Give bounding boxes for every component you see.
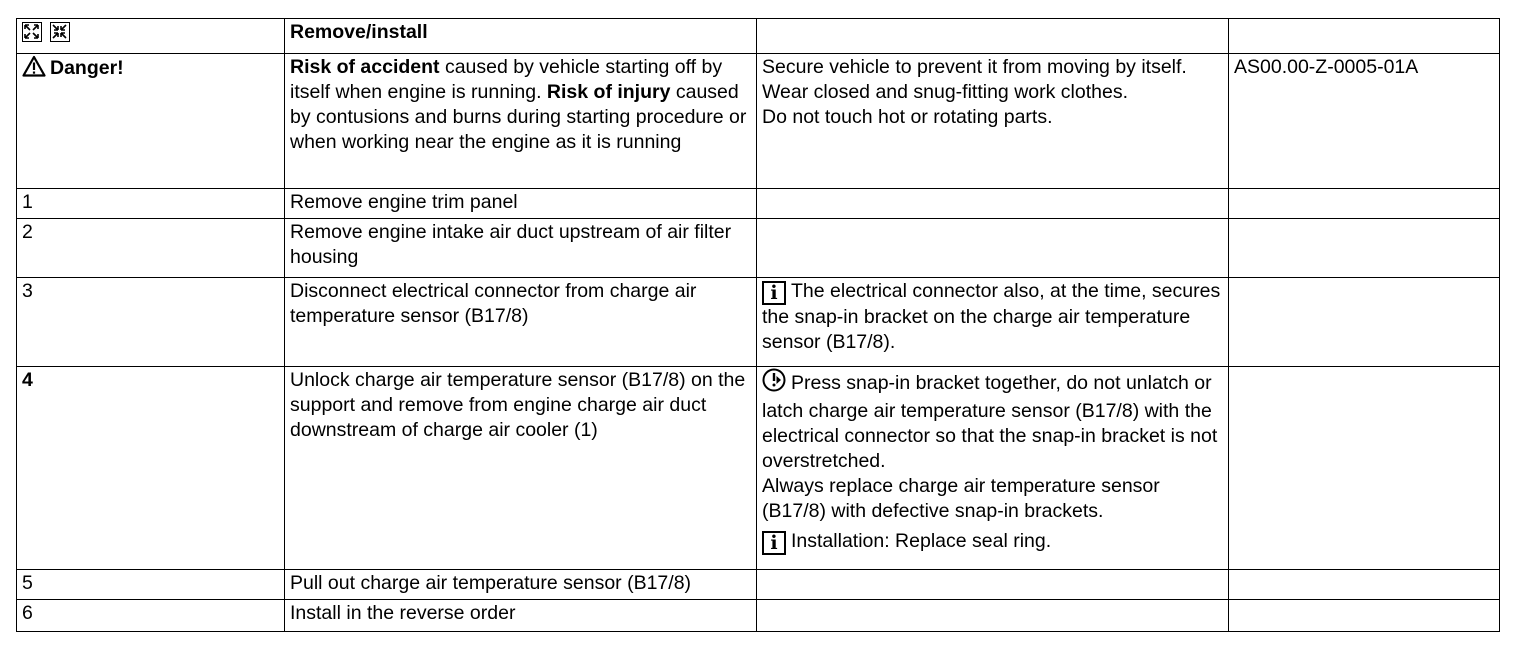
danger-row bbox=[17, 54, 1500, 189]
header-title: Remove/install bbox=[285, 19, 757, 54]
step-number: 6 bbox=[17, 600, 285, 632]
step-action: Remove engine trim panel bbox=[285, 189, 757, 219]
step-number: 3 bbox=[17, 278, 285, 367]
measure-hot-parts: Do not touch hot or rotating parts. bbox=[762, 106, 1053, 128]
step-row-3 bbox=[17, 278, 1500, 367]
procedure-table bbox=[16, 18, 1500, 632]
installation-note bbox=[762, 529, 1223, 555]
caution-note-text: Press snap-in bracket together, do not unlatch or latch charge air temperature sensor (B17/8) with the electrical connector so that the snap-in bracket is not overstretched. bbox=[762, 372, 1218, 472]
step-action: Remove engine intake air duct upstream of air filter housing bbox=[285, 219, 757, 278]
step-action: Disconnect electrical connector from charge air temperature sensor (B17/8) bbox=[285, 278, 757, 367]
danger-reference[interactable]: AS00.00-Z-0005-01A bbox=[1229, 54, 1500, 189]
step-ref-empty bbox=[1229, 219, 1500, 278]
step-number: 5 bbox=[17, 570, 285, 600]
danger-risk-cell bbox=[285, 54, 757, 189]
warning-triangle-icon bbox=[22, 55, 46, 84]
step-ref-empty bbox=[1229, 278, 1500, 367]
step-number: 4 bbox=[17, 367, 285, 570]
measure-secure-vehicle: Secure vehicle to prevent it from moving by itself. bbox=[762, 56, 1187, 78]
step-number: 2 bbox=[17, 219, 285, 278]
step-action: Pull out charge air temperature sensor (B17/8) bbox=[285, 570, 757, 600]
step-row-2 bbox=[17, 219, 1500, 278]
step-note-text: The electrical connector also, at the time, secures the snap-in bracket on the charge air temperature sensor (B17/8). bbox=[762, 280, 1221, 353]
step-action: Unlock charge air temperature sensor (B17/8) on the support and remove from engine charge air duct downstream of charge air cooler (1) bbox=[285, 367, 757, 570]
collapse-all-icon[interactable] bbox=[50, 22, 70, 42]
step-ref-empty bbox=[1229, 367, 1500, 570]
step-action: Install in the reverse order bbox=[285, 600, 757, 632]
danger-measures-cell bbox=[757, 54, 1229, 189]
risk-injury-text: caused by contusions and burns during starting procedure or when working near the engine as it is running bbox=[290, 81, 747, 153]
step-note-empty bbox=[757, 600, 1229, 632]
step-ref-empty bbox=[1229, 600, 1500, 632]
installation-note-text: Installation: Replace seal ring. bbox=[791, 530, 1052, 552]
step-note-empty bbox=[757, 189, 1229, 219]
step-ref-empty bbox=[1229, 189, 1500, 219]
info-icon: i bbox=[762, 531, 786, 555]
step-row-6 bbox=[17, 600, 1500, 632]
risk-accident-text: caused by vehicle starting off by itself when engine is running. bbox=[290, 56, 723, 103]
danger-label-cell bbox=[17, 54, 285, 189]
step-row-5 bbox=[17, 570, 1500, 600]
danger-label: Danger! bbox=[50, 57, 124, 79]
step-row-4 bbox=[17, 367, 1500, 570]
caution-note-icon bbox=[762, 368, 786, 399]
header-row bbox=[17, 19, 1500, 54]
step-note-cell bbox=[757, 367, 1229, 570]
risk-accident-heading: Risk of accident bbox=[290, 56, 440, 78]
header-icons-cell bbox=[17, 19, 285, 54]
risk-injury-heading: Risk of injury bbox=[546, 81, 671, 103]
caution-note-text-2: Always replace charge air temperature sensor (B17/8) with defective snap-in brackets. bbox=[762, 475, 1160, 522]
step-note-empty bbox=[757, 219, 1229, 278]
step-note-empty bbox=[757, 570, 1229, 600]
step-note-cell bbox=[757, 278, 1229, 367]
info-icon: i bbox=[762, 281, 786, 305]
step-ref-empty bbox=[1229, 570, 1500, 600]
step-number: 1 bbox=[17, 189, 285, 219]
header-empty-3 bbox=[757, 19, 1229, 54]
header-empty-4 bbox=[1229, 19, 1500, 54]
measure-work-clothes: Wear closed and snug-fitting work clothes. bbox=[762, 81, 1128, 103]
expand-all-icon[interactable] bbox=[22, 22, 42, 42]
step-row-1 bbox=[17, 189, 1500, 219]
